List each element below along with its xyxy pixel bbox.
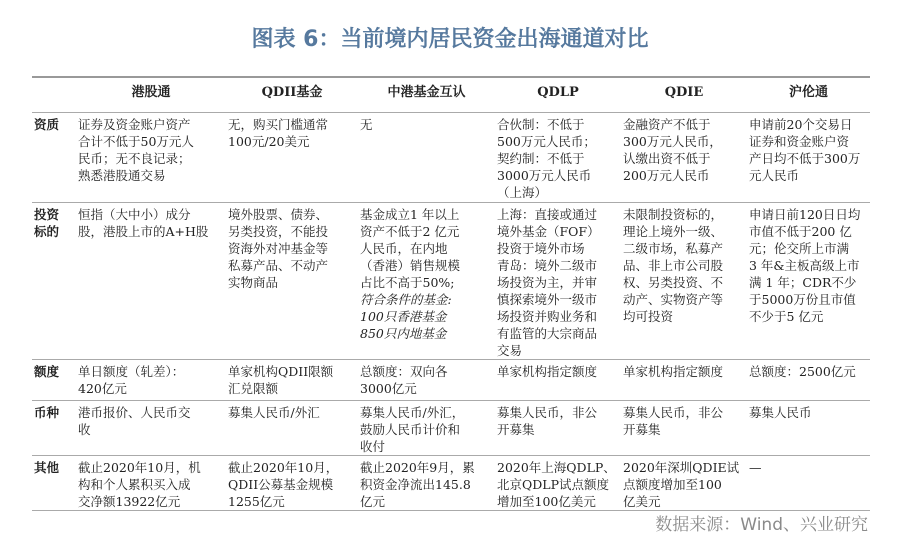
comparison-table [32,76,870,511]
table-cell: 金融资产不低于 300万元人民币， 认缴出资不低于 200万元人民币 [623,117,722,183]
eligible-funds-note: 符合条件的基金: 100只香港基金 850只内地基金 [360,292,452,341]
data-source: 数据来源：Wind、兴业研究 [655,515,868,535]
header-cell: 港股通 [131,85,171,100]
header-cell [32,77,76,113]
table-cell: 境外股票、债券、 另类投资，不能投 资海外对冲基金等 私募产品、不动产 实物商品 [228,207,329,290]
table-cell: 募集人民币/外汇， 鼓励人民币计价和 收付 [360,405,465,454]
table-cell: 募集人民币 [749,405,812,420]
table-cell: 募集人民币，非公 开募集 [497,405,598,437]
table-cell: 单日额度（轧差）： 420亿元 [78,364,185,396]
table-cell: 恒指（大中小）成分 股，港股上市的A+H股 [78,207,209,239]
header-cell: 中港基金互认 [387,85,466,100]
table-cell: — [749,460,762,475]
table-cell: 证券及资金账户资产 合计不低于50万元人 民币；无不良记录； 熟悉港股通交易 [78,117,194,183]
table-row [32,203,870,360]
table-cell: 申请前20个交易日 证券和资金账户资 产日均不低于300万 元人民币 [749,117,861,183]
row-label: 投资 标的 [34,207,60,239]
table-cell: 合伙制：不低于 500万元人民币； 契约制：不低于 3000万元人民币 （上海） [497,117,596,200]
header-row [32,77,870,113]
table-cell: 总额度：双向各 3000亿元 [360,364,448,396]
table-cell: 截止2020年10月， QDII公募基金规模 1255亿元 [228,460,339,509]
table-cell: 无 [360,117,373,132]
header-cell: QDLP [537,85,579,100]
table-row [32,113,870,203]
table-row [32,360,870,401]
table-cell: 单家机构指定额度 [497,364,598,379]
table-cell: 募集人民币/外汇 [228,405,320,420]
table-cell: 无，购买门槛通常 100元/20美元 [228,117,329,149]
cell-text: 基金成立1 年以上 资产不低于2 亿元 人民币，在内地 （香港）销售规模 占比不高于50%; [360,207,461,290]
row-label: 资质 [34,117,60,132]
table-cell: 港币报价、人民币交 收 [78,405,191,437]
table-cell [358,203,495,360]
header-cell: 沪伦通 [788,85,828,100]
table-row [32,456,870,511]
table-cell: 2020年上海QDLP、 北京QDLP试点额度 增加至100亿美元 [497,460,616,509]
table-cell: 截止2020年10月，机 构和个人累积买入成 交净额13922亿元 [78,460,201,509]
table-cell: 截止2020年9月，累 积资金净流出145.8 亿元 [360,460,475,509]
figure-title: 图表 6：当前境内居民资金出海通道对比 [251,27,649,52]
table-cell: 募集人民币，非公 开募集 [623,405,724,437]
table-cell: 2020年深圳QDIE试 点额度增加至100 亿美元 [623,460,740,509]
table-cell: 未限制投资标的， 理论上境外一级、 二级市场，私募产 品、非上市公司股 权、另类投资、不 动产、实物资产等 均可投资 [623,207,724,324]
row-label: 其他 [34,460,60,475]
table-cell: 单家机构QDII限额 汇兑限额 [228,364,334,396]
table-cell: 申请日前120日日均 市值不低于200 亿 元；伦交所上市满 3 年&主板高级上市 满 1 年；CDR不少 于5000万份且市值 不少于5 亿元 [749,207,861,324]
table-row [32,401,870,456]
table-cell: 单家机构指定额度 [623,364,724,379]
row-label: 币种 [34,405,60,420]
table-cell: 上海：直接或通过 境外基金（FOF） 投资于境外市场 青岛：境外二级市 场投资为主，并审 慎探索境外一级市 场投资并购业务和 有监管的大宗商品 交易 [497,207,600,358]
row-label: 额度 [34,364,60,379]
header-cell: QDIE [664,85,704,100]
table-cell: 总额度：2500亿元 [749,364,856,379]
header-cell: QDII基金 [261,85,323,100]
